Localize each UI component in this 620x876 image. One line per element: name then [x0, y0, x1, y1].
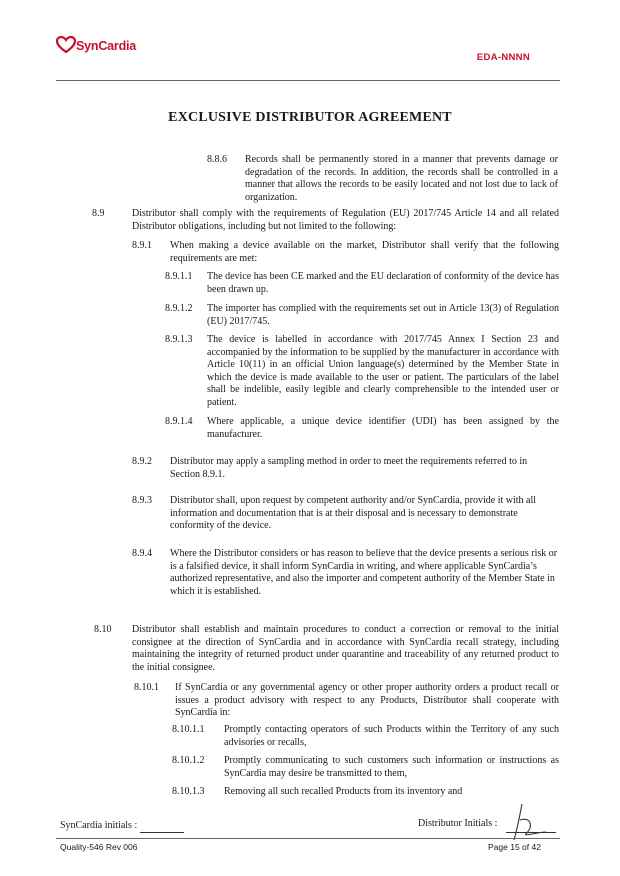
clause-text: Where applicable, a unique device identifier (UDI) has been assigned by the manufacturer.: [207, 416, 559, 440]
clause-number: 8.9.1.2: [165, 303, 193, 314]
clause-text: Distributor shall establish and maintain procedures to conduct a correction or removal to the initial consignee at the direction of SynCardia and in accordance with SynCardia recall strategy, including maintaining the integrity of returned product under quarantine and traceability of any returned product to the initial consignee.: [132, 624, 559, 673]
clause-number: 8.10.1.3: [172, 786, 205, 797]
header-rule: [56, 80, 560, 81]
clause-text: Records shall be permanently stored in a manner that prevents damage or degradation of the records. In addition, the records shall be controlled in a manner that allows the records to be easily located and not lost due to lack of organization.: [245, 154, 558, 203]
clause-number: 8.9.1: [132, 240, 152, 251]
clause-text: Distributor may apply a sampling method in order to meet the requirements referred to in Section 8.9.1.: [170, 456, 528, 480]
distributor-initials-label: Distributor Initials :: [418, 818, 498, 829]
logo-text: SynCardia: [76, 39, 137, 53]
clause-text: Removing all such recalled Products from its inventory and: [224, 786, 463, 797]
clause-number: 8.8.6: [207, 154, 227, 165]
page-number: Page 15 of 42: [488, 842, 541, 852]
syncardia-initials-label: SynCardia initials :: [60, 820, 138, 831]
clause-text: When making a device available on the market, Distributor shall verify that the following requirements are met:: [170, 240, 559, 264]
clause-number: 8.9.1.4: [165, 416, 193, 427]
syncardia-initials-line: [140, 832, 184, 833]
footer-rule: [56, 838, 560, 839]
clause-number: 8.10.1.2: [172, 755, 205, 766]
clause-text: If SynCardia or any governmental agency or other proper authority orders a product recall or issues a product advisory with respect to any Products, Distributor shall cooperate with SynCardia in:: [175, 682, 559, 719]
form-id: Quality-546 Rev 006: [60, 842, 138, 852]
clause-number: 8.9.4: [132, 548, 152, 559]
clause-number: 8.9.1.3: [165, 334, 193, 345]
clause-text: Distributor shall, upon request by competent authority and/or SynCardia, provide it with all information and documentation that is at their disposal and is necessary to demonstrate conformity of the device.: [170, 495, 537, 532]
clause-number: 8.9.2: [132, 456, 152, 467]
clause-number: 8.9.3: [132, 495, 152, 506]
doc-number: EDA-NNNN: [476, 52, 530, 63]
clause-text: The importer has complied with the requirements set out in Article 13(3) of Regulation (EU) 2017/745.: [207, 303, 559, 327]
clause-text: The device has been CE marked and the EU declaration of conformity of the device has been drawn up.: [207, 271, 559, 295]
clause-text: Where the Distributor considers or has reason to believe that the device presents a serious risk or is a falsified device, it shall inform SynCardia in writing, and where applicable SynCardia’s authorized representative, and also the importer and competent authority of the Member State in which it is established.: [170, 548, 558, 597]
clause-text: Promptly communicating to such customers such information or instructions as SynCardia may desire be transmitted to them,: [224, 755, 559, 779]
page-title: EXCLUSIVE DISTRIBUTOR AGREEMENT: [168, 110, 452, 125]
clause-number: 8.10.1.1: [172, 724, 205, 735]
clause-text: Distributor shall comply with the requirements of Regulation (EU) 2017/745 Article 14 and all related Distributor obligations, including but not limited to the following:: [132, 208, 559, 232]
clause-text: The device is labelled in accordance with 2017/745 Annex I Section 23 and accompanied by the information to be supplied by the manufacturer in accordance with Article 10(11) in an official Union language(s) determined by the Member State in which the device is made available to the user or patient. The particulars of the label shall be indelible, easily legible and clearly comprehensible to the intended user or patient.: [207, 334, 559, 408]
heart-logo-icon: [56, 36, 76, 54]
clause-number: 8.10: [94, 624, 112, 635]
clause-number: 8.9: [92, 208, 105, 219]
clause-text: Promptly contacting operators of such Products within the Territory of any such advisories or recalls,: [224, 724, 559, 748]
clause-number: 8.10.1: [134, 682, 159, 693]
clause-number: 8.9.1.1: [165, 271, 193, 282]
